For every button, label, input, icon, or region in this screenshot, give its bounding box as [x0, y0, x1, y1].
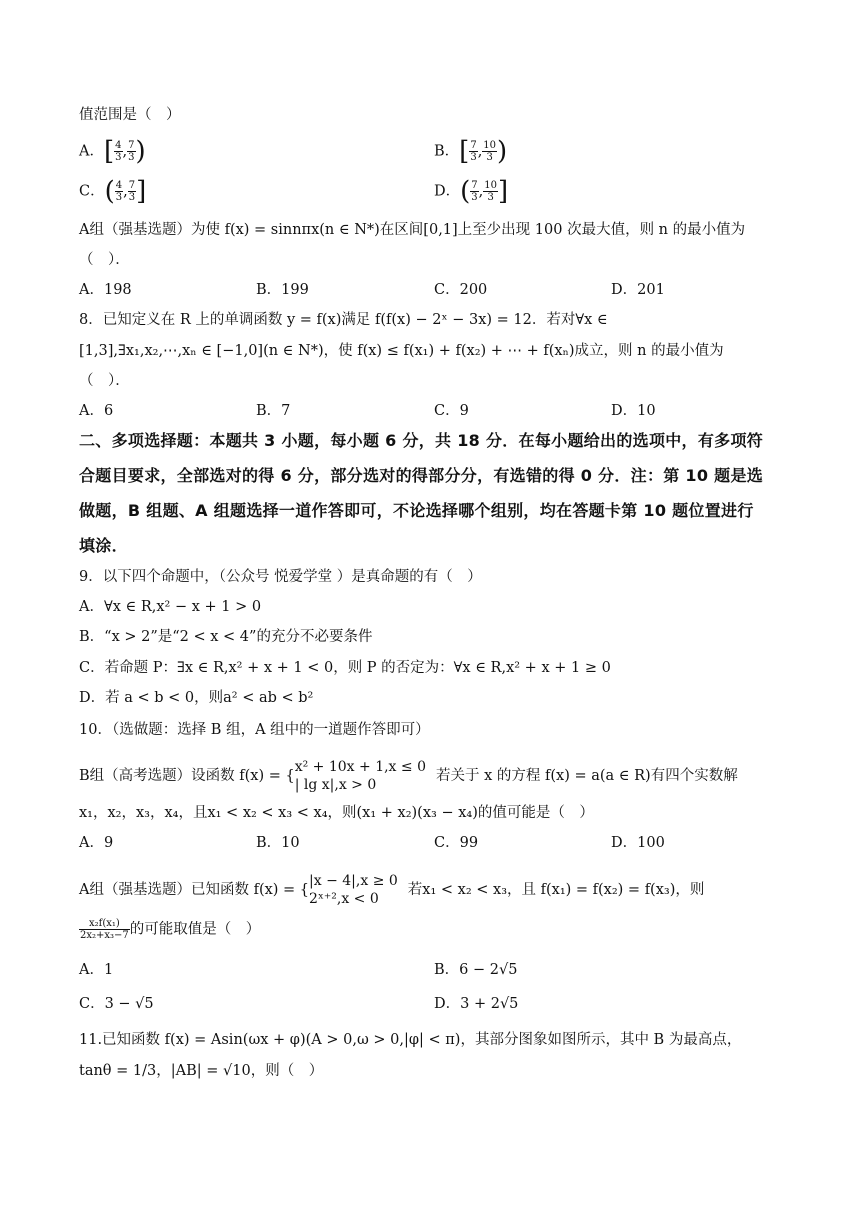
q9-option-a[interactable]: A．∀x ∈ R,x² − x + 1 > 0: [79, 599, 262, 615]
q10-stem: 10．（选做题：选择 B 组，A 组中的一道题作答即可）: [79, 722, 430, 738]
q9-option-b[interactable]: B．“x > 2”是“2 < x < 4”的充分不必要条件: [79, 629, 373, 645]
q8-option-c[interactable]: C．9: [434, 403, 469, 419]
q10b-option-b[interactable]: B．10: [256, 835, 300, 851]
q7-tail: 值范围是（ ）: [79, 107, 181, 123]
q10a-cases: |x − 4|,x ≥ 0 2ˣ⁺²,x < 0: [309, 873, 398, 907]
q10b-option-a[interactable]: A．9: [79, 835, 114, 851]
q7a-option-b[interactable]: B．199: [256, 282, 309, 298]
q9-option-d[interactable]: D．若 a < b < 0，则a² < ab < b²: [79, 690, 314, 706]
q10a-option-d[interactable]: D．3 + 2√5: [434, 996, 519, 1012]
q10a-line2: $\frac{\text{x₂f(x₁)}}{\text{2x₂+x₃−7}}$ 的可能取值是（ ）: [80, 918, 261, 941]
q11-line2: tanθ = 1/3，|AB| = √10，则（ ）: [79, 1063, 324, 1079]
q10a-fraction: $\frac{\text{x₂f(x₁)}}{\text{2x₂+x₃−7}}$: [80, 918, 129, 941]
q7-option-b[interactable]: B．[ $\frac{7}{3}$ , $\frac{10}{3}$ ): [434, 136, 508, 167]
q7-option-d[interactable]: D．( $\frac{7}{3}$ , $\frac{10}{3}$ ]: [434, 176, 509, 207]
q10b-stem: B组（高考选题）设函数 f(x) = { x² + 10x + 1,x ≤ 0 | lg x|,x > 0 若关于 x 的方程 f(x) = a(a ∈ R)有四个实数解: [79, 759, 738, 793]
q7a-stem: A组（强基选题）为使 f(x) = sinnπx(n ∈ N*)在区间[0,1]上至少出现 100 次最大值，则 n 的最小值为: [79, 222, 746, 238]
q10a-option-a[interactable]: A．1: [79, 962, 114, 978]
section2-line1: 二、多项选择题：本题共 3 小题，每小题 6 分，共 18 分．在每小题给出的选项中，有多项符: [79, 431, 764, 450]
q8-line1: 8．已知定义在 R 上的单调函数 y = f(x)满足 f(f(x) − 2ˣ − 3x) = 12．若对∀x ∈: [79, 312, 608, 328]
section2-line2: 合题目要求，全部选对的得 6 分，部分选对的得部分分，有选错的得 0 分．注：第 10 题是选: [79, 466, 764, 485]
q10b-cases: x² + 10x + 1,x ≤ 0 | lg x|,x > 0: [294, 759, 426, 793]
q11-line1: 11.已知函数 f(x) = Asin(ωx + φ)(A > 0,ω > 0,|φ| < π)，其部分图象如图所示，其中 B 为最高点，: [79, 1032, 742, 1048]
q8-paren: （ ）．: [79, 373, 130, 389]
q8-option-d[interactable]: D．10: [611, 403, 656, 419]
q8-option-a[interactable]: A．6: [79, 403, 114, 419]
q10b-option-c[interactable]: C．99: [434, 835, 479, 851]
q7a-option-a[interactable]: A．198: [79, 282, 132, 298]
q10a-option-b[interactable]: B．6 − 2√5: [434, 962, 518, 978]
q9-stem: 9．以下四个命题中，（公众号 悦爱学堂 ）是真命题的有（ ）: [79, 569, 482, 585]
q8-line2: [1,3],∃x₁,x₂,⋯,xₙ ∈ [−1,0](n ∈ N*)，使 f(x) ≤ f(x₁) + f(x₂) + ⋯ + f(xₙ)成立，则 n 的最小值为: [79, 343, 724, 359]
q9-option-c[interactable]: C．若命题 P：∃x ∈ R,x² + x + 1 < 0，则 P 的否定为：∀x ∈ R,x² + x + 1 ≥ 0: [79, 660, 611, 676]
q7a-option-d[interactable]: D．201: [611, 282, 665, 298]
q7a-option-c[interactable]: C．200: [434, 282, 488, 298]
q7-option-c[interactable]: C．( $\frac{4}{3}$ , $\frac{7}{3}$ ]: [79, 176, 147, 207]
q10b-option-d[interactable]: D．100: [611, 835, 665, 851]
section2-line4: 填涂．: [79, 536, 128, 555]
q10a-stem: A组（强基选题）已知函数 f(x) = { |x − 4|,x ≥ 0 2ˣ⁺²,x < 0 若x₁ < x₂ < x₃，且 f(x₁) = f(x₂) = f(x₃)，则: [79, 873, 705, 907]
section2-line3: 做题，B 组题、A 组题选择一道作答即可，不论选择哪个组别，均在答题卡第 10 题位置进行: [79, 501, 754, 520]
q10b-line2: x₁，x₂，x₃，x₄，且x₁ < x₂ < x₃ < x₄，则(x₁ + x₂)(x₃ − x₄)的值可能是（ ）: [79, 805, 594, 821]
q8-option-b[interactable]: B．7: [256, 403, 291, 419]
q10a-option-c[interactable]: C．3 − √5: [79, 996, 154, 1012]
q7-option-a[interactable]: A．[ $\frac{4}{3}$ , $\frac{7}{3}$ ): [79, 136, 146, 167]
q7a-paren: （ ）．: [79, 252, 130, 268]
